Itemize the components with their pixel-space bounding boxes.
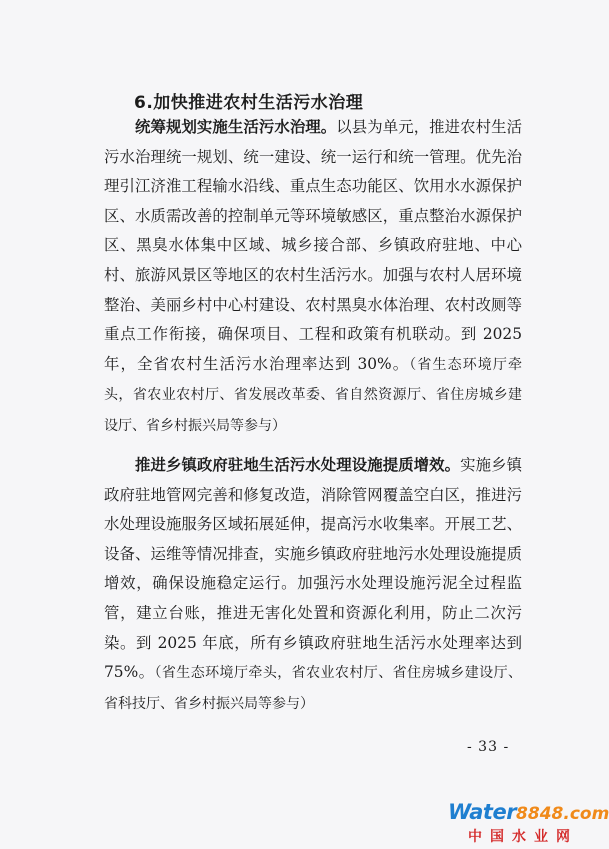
paragraph-township-sewage xyxy=(104,451,522,719)
watermark-subtitle: 中国水业网 xyxy=(468,829,578,845)
paragraph-body: 实施乡镇政府驻地管网完善和修复改造，消除管网覆盖空白区，推进污水处理设施服务区域拓展延伸，提高污水收集率。开展工艺、设备、运维等情况排查，实施乡镇政府驻地污水处理设施提质增效，确保设施稳定运行。加强污水处理设施污泥全过程监管，建立台账，推进无害化处置和资源化利用，防止二次污染。到 2025 年底，所有乡镇政府驻地生活污水处理率达到 75%。 xyxy=(104,456,522,682)
watermark-suffix: .com xyxy=(563,804,609,824)
section-heading: 6.加快推进农村生活污水治理 xyxy=(134,93,364,113)
paragraph-body: 以县为单元，推进农村生活污水治理统一规划、统一建设、统一运行和统一管理。优先治理引江济淮工程输水沿线、重点生态功能区、饮用水水源保护区、水质需改善的控制单元等环境敏感区，重点整治水源保护区、黑臭水体集中区域、城乡接合部、乡镇政府驻地、中心村、旅游风景区等地区的农村生活污水。加强与农村人居环境整治、美丽乡村中心村建设、农村黑臭水体治理、农村改厕等重点工作衔接，确保项目、工程和政策有机联动。到 2025 年，全省农村生活污水治理率达到 30%。 xyxy=(104,118,522,373)
watermark-brand: Water xyxy=(448,800,517,824)
paragraph-note: （省生态环境厅牵头，省农业农村厅、省住房城乡建设厅、省科技厅、省乡村振兴局等参与） xyxy=(104,665,522,712)
page-number: - 33 - xyxy=(467,739,510,755)
watermark-logo xyxy=(448,800,609,824)
paragraph-note: （省生态环境厅牵头，省农业农村厅、省发展改革委、省自然资源厅、省住房城乡建设厅、省乡村振兴局等参与） xyxy=(104,356,523,434)
watermark-number: 8848 xyxy=(516,804,564,824)
paragraph-rural-sewage-planning xyxy=(104,113,522,442)
paragraph-lead: 统筹规划实施生活污水治理。 xyxy=(135,118,337,136)
paragraph-lead: 推进乡镇政府驻地生活污水处理设施提质增效。 xyxy=(135,456,461,474)
